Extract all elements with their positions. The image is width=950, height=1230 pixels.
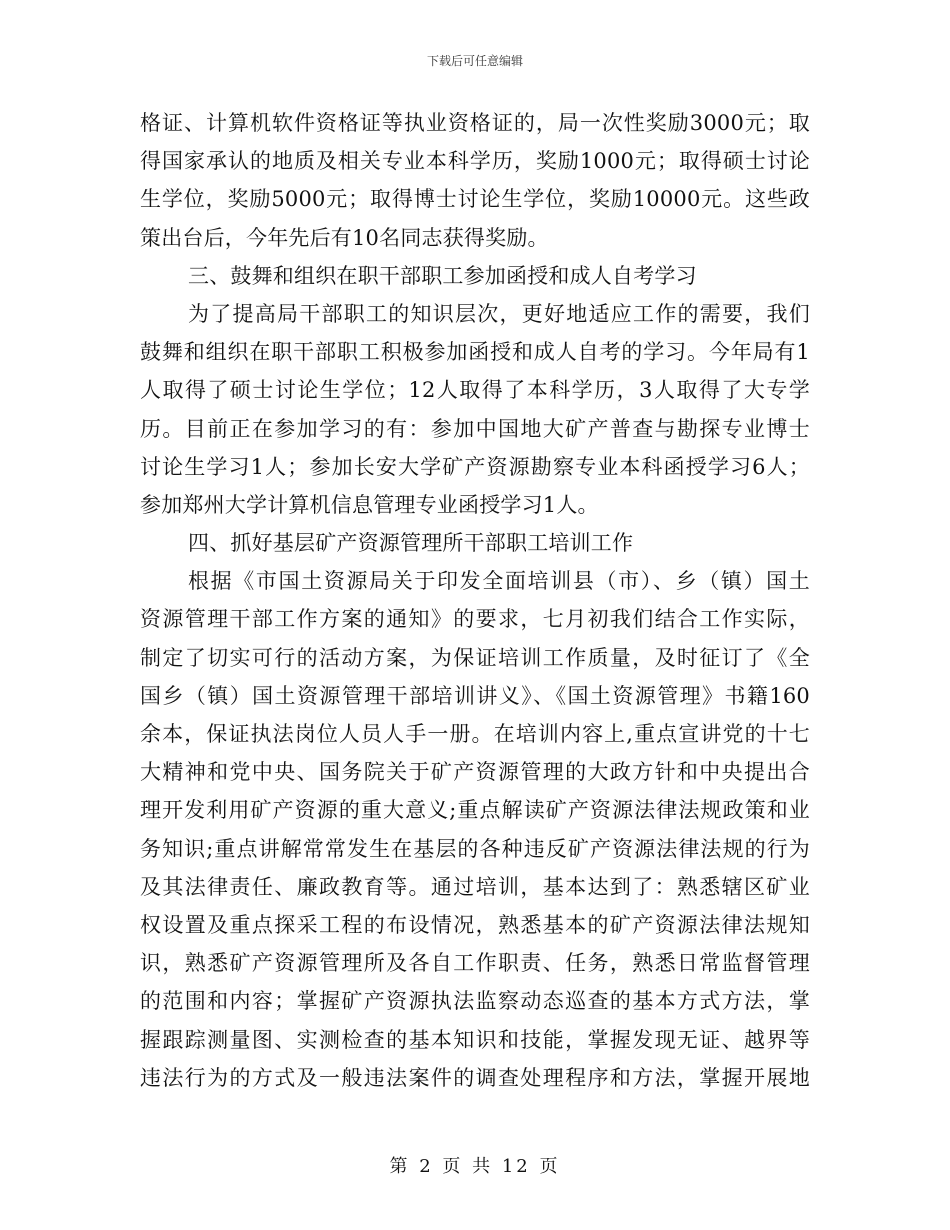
section-heading-4: 四、抓好基层矿产资源管理所干部职工培训工作 (188, 531, 634, 556)
text-line: 制定了切实可行的活动方案，为保证培训工作质量，及时征订了《全 (140, 645, 810, 670)
text-line: 及其法律责任、廉政教育等。通过培训，基本达到了：熟悉辖区矿业 (140, 874, 810, 899)
text-line: 历。目前正在参加学习的有：参加中国地大矿产普查与勘探专业博士 (140, 416, 810, 441)
text-line: 违法行为的方式及一般违法案件的调查处理程序和方法，掌握开展地 (140, 1065, 810, 1090)
text-line: 权设置及重点探采工程的布设情况，熟悉基本的矿产资源法律法规知 (140, 912, 810, 937)
document-body (140, 104, 810, 1097)
text-line: 格证、计算机软件资格证等执业资格证的，局一次性奖励3000元；取 (140, 111, 810, 135)
page-number: 第 2 页 共 12 页 (389, 1156, 561, 1177)
text-line: 参加郑州大学计算机信息管理专业函授学习1人。 (140, 492, 599, 517)
text-line: 握跟踪测量图、实测检查的基本知识和技能，掌握发现无证、越界等 (140, 1027, 810, 1052)
section-heading-3: 三、鼓舞和组织在职干部职工参加函授和成人自考学习 (188, 263, 697, 288)
text-line: 务知识;重点讲解常常发生在基层的各种违反矿产资源法律法规的行为 (140, 836, 810, 861)
text-line: 资源管理干部工作方案的通知》的要求，七月初我们结合工作实际， (140, 607, 810, 632)
text-line: 鼓舞和组织在职干部职工积极参加函授和成人自考的学习。今年局有1 (140, 340, 810, 365)
text-line: 理开发利用矿产资源的重大意义;重点解读矿产资源法律法规政策和业 (140, 798, 810, 823)
text-line: 生学位，奖励5000元；取得博士讨论生学位，奖励10000元。这些政 (140, 187, 810, 212)
text-line: 的范围和内容；掌握矿产资源执法监察动态巡查的基本方式方法，掌 (140, 989, 810, 1014)
text-line: 识，熟悉矿产资源管理所及各自工作职责、任务，熟悉日常监督管理 (140, 951, 810, 976)
page-header: 下载后可任意编辑 (426, 54, 523, 68)
text-line: 大精神和党中央、国务院关于矿产资源管理的大政方针和中央提出合 (140, 760, 810, 785)
text-line: 余本，保证执法岗位人员人手一册。在培训内容上,重点宣讲党的十七 (140, 722, 810, 746)
text-line: 为了提高局干部职工的知识层次，更好地适应工作的需要，我们 (188, 301, 810, 326)
text-line: 根据《市国土资源局关于印发全面培训县（市）、乡（镇）国土 (188, 569, 810, 594)
text-line: 策出台后，今年先后有10名同志获得奖励。 (140, 225, 549, 250)
text-line: 得国家承认的地质及相关专业本科学历，奖励1000元；取得硕士讨论 (140, 149, 810, 174)
text-line: 讨论生学习1人；参加长安大学矿产资源勘察专业本科函授学习6人； (140, 454, 810, 479)
text-line: 人取得了硕士讨论生学位；12人取得了本科学历，3人取得了大专学 (140, 378, 810, 403)
text-line: 国乡（镇）国土资源管理干部培训讲义》、《国土资源管理》书籍160 (140, 683, 810, 708)
